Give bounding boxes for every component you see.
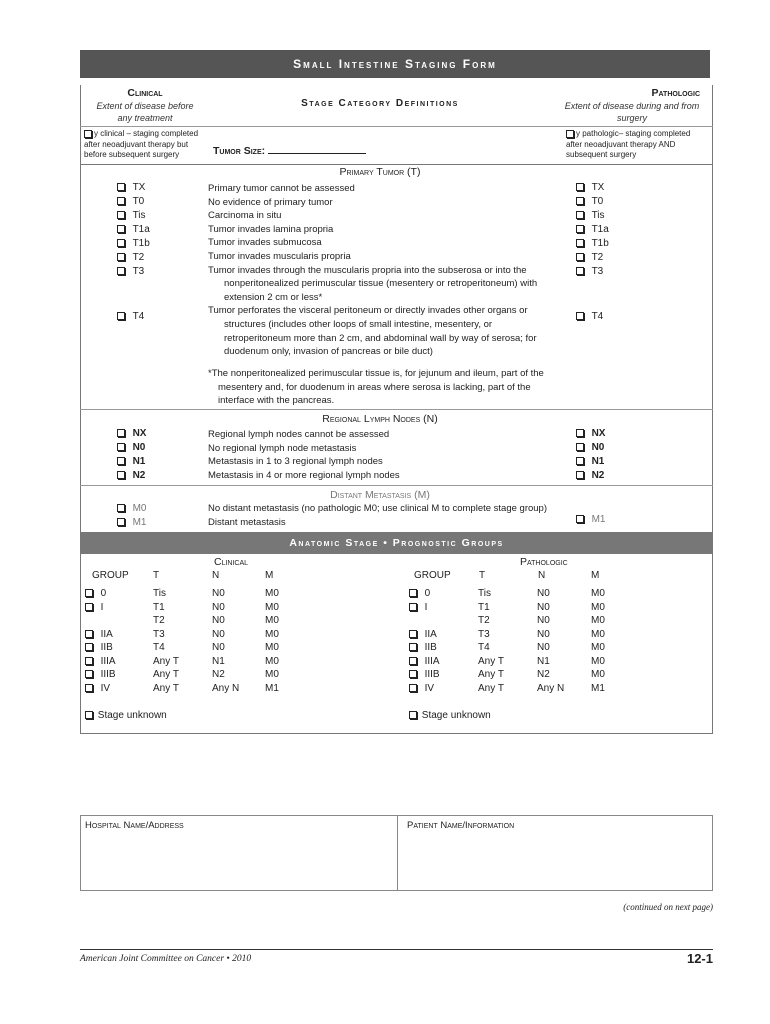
t-def: duodenum only, invasion of pancreas or bile duct) (224, 346, 433, 358)
checkbox-icon[interactable] (85, 630, 93, 638)
checkbox-icon[interactable] (117, 267, 125, 275)
continued-note: (continued on next page) (623, 902, 713, 912)
m-code: M1 (132, 517, 147, 528)
footnote-line: *The nonperitonealized perimuscular tissue is, for jejunum and ileum, part of the (208, 368, 544, 379)
checkbox-icon[interactable] (576, 471, 584, 479)
group-option[interactable] (409, 628, 440, 642)
checkbox-icon[interactable] (576, 225, 584, 233)
stage-unknown-label: Stage unknown (421, 710, 491, 721)
m-value: M0 (265, 628, 279, 640)
n-def: Regional lymph nodes cannot be assessed (208, 429, 390, 440)
checkbox-icon[interactable] (409, 711, 417, 719)
group-option[interactable] (85, 601, 116, 615)
col-n: N (538, 570, 546, 581)
t-def: nonperitonealized perimuscular tissue (mesentery or retroperitoneum) with (224, 278, 538, 290)
stage-groups-heading: Anatomic Stage • Prognostic Groups (80, 532, 713, 554)
pathologic-groups (409, 587, 440, 695)
footnote-line: interface with the pancreas. (218, 395, 335, 407)
pathologic-col-headers (414, 570, 614, 582)
m-value: M0 (265, 601, 279, 613)
group-option[interactable] (85, 641, 116, 655)
t-def: Tumor invades through the muscularis propria into the subserosa or into the (208, 264, 527, 276)
t-option[interactable] (117, 195, 150, 209)
t-footnote (208, 367, 544, 408)
t-value: T2 (478, 615, 490, 626)
n-code: N1 (132, 456, 146, 467)
t-def: retroperitoneum more than 2 cm, and abdominal wall by way of serosa; for (224, 332, 537, 344)
n-value: N0 (212, 601, 225, 613)
checkbox-icon[interactable] (117, 253, 125, 261)
checkbox-icon[interactable] (409, 589, 417, 597)
t-code: T3 (591, 266, 604, 277)
group-option[interactable] (409, 682, 440, 696)
clinical-subheader: Extent of disease before any treatment (96, 101, 194, 123)
n-option[interactable] (117, 427, 146, 441)
t-def: Tumor invades muscularis propria (208, 250, 351, 262)
checkbox-icon[interactable] (117, 197, 125, 205)
n-option[interactable] (117, 455, 146, 469)
n-value: N1 (212, 655, 225, 667)
section-divider (80, 485, 713, 486)
checkbox-icon[interactable] (576, 515, 584, 523)
n-value: N0 (537, 628, 550, 640)
n-value: N2 (537, 669, 550, 680)
group-value: 0 (100, 588, 107, 599)
checkbox-icon[interactable] (85, 589, 93, 597)
t-code: T4 (132, 311, 145, 322)
m-value: M0 (591, 655, 605, 667)
m-value: M0 (591, 615, 605, 626)
checkbox-icon[interactable] (576, 429, 584, 437)
n-value: N0 (212, 642, 225, 653)
n-value: N0 (537, 642, 550, 653)
n-code: NX (591, 428, 606, 439)
group-option[interactable] (409, 668, 440, 682)
clinical-n-values (212, 587, 239, 695)
t-option[interactable] (576, 195, 609, 209)
t-value: T1 (153, 601, 165, 613)
checkbox-icon[interactable] (117, 471, 125, 479)
group-option[interactable] (85, 628, 116, 642)
t-def: Tumor invades lamina propria (208, 223, 334, 235)
t-value: T3 (478, 628, 490, 640)
checkbox-icon[interactable] (117, 225, 125, 233)
t-code: T3 (132, 266, 145, 277)
n-value: N0 (537, 588, 550, 599)
clinical-header: Clinical (127, 87, 163, 99)
t-def: Tumor invades submucosa (208, 237, 322, 249)
t-value: T2 (153, 615, 165, 626)
checkbox-icon[interactable] (117, 457, 125, 465)
t-option[interactable] (576, 265, 609, 279)
t-code: TX (591, 182, 605, 193)
checkbox-icon[interactable] (409, 603, 417, 611)
group-option[interactable] (85, 587, 116, 601)
m-value: M0 (265, 655, 279, 667)
pathologic-t-values (478, 587, 504, 695)
stage-unknown-label: Stage unknown (97, 710, 167, 721)
t-option[interactable] (576, 251, 609, 265)
n-option[interactable] (576, 441, 605, 455)
tumor-size-label: Tumor Size: (213, 145, 266, 157)
clinical-t-values (153, 587, 179, 695)
t-def: Primary tumor cannot be assessed (208, 183, 355, 194)
checkbox-icon[interactable] (117, 183, 125, 191)
t-option[interactable] (117, 209, 150, 223)
t-value: T4 (478, 642, 490, 653)
footnote-line: mesentery and, for duodenum in areas where serosa is lacking, part of the (218, 381, 531, 393)
pathologic-stage-unknown[interactable] (409, 710, 491, 721)
checkbox-icon[interactable] (85, 643, 93, 651)
t-value: T3 (153, 628, 165, 640)
group-option-blank (85, 614, 116, 628)
t-value: Tis (153, 588, 166, 599)
pathologic-t-codes (576, 181, 609, 279)
t-value: Tis (478, 588, 491, 599)
checkbox-icon[interactable] (85, 603, 93, 611)
t-value: Any T (478, 655, 504, 667)
t-code: Tis (591, 210, 605, 221)
checkbox-icon[interactable] (117, 518, 125, 526)
pathologic-m-option[interactable] (576, 513, 605, 527)
t-option[interactable] (576, 237, 609, 251)
checkbox-icon[interactable] (85, 670, 93, 678)
stage-pathologic-label: Pathologic (520, 556, 568, 568)
t-code: T0 (132, 196, 145, 207)
form-title: Small Intestine Staging Form (80, 50, 710, 78)
t-value: T1 (478, 601, 490, 613)
t-code: TX (132, 182, 146, 193)
t-value: T4 (153, 642, 165, 653)
group-option[interactable] (85, 668, 116, 682)
t-code: T0 (591, 196, 604, 207)
m-value: M0 (591, 669, 605, 680)
center-header: Stage Category Definitions (301, 98, 459, 109)
t-code: T1b (591, 238, 609, 249)
t-option[interactable] (117, 237, 150, 251)
t-option[interactable] (117, 181, 150, 195)
checkbox-icon[interactable] (566, 130, 574, 138)
col-m: M (591, 570, 600, 581)
n-value: N1 (537, 655, 550, 667)
n-value: Any N (212, 682, 240, 694)
checkbox-icon[interactable] (576, 457, 584, 465)
m-def: Distant metastasis (208, 516, 286, 528)
checkbox-icon[interactable] (409, 684, 417, 692)
t-def: Tumor perforates the visceral peritoneum or directly invades other organs or (208, 305, 528, 317)
n-value: N2 (212, 669, 225, 680)
checkbox-icon[interactable] (84, 130, 92, 138)
group-option[interactable] (409, 601, 440, 615)
checkbox-icon[interactable] (409, 657, 417, 665)
col-t: T (153, 570, 160, 581)
checkbox-icon[interactable] (117, 443, 125, 451)
n-value: N0 (537, 615, 550, 626)
pathologic-subheader: Extent of disease during and from surgery (564, 101, 700, 123)
checkbox-icon[interactable] (117, 429, 125, 437)
checkbox-icon[interactable] (576, 197, 584, 205)
m-value: M0 (265, 669, 279, 680)
y-pathologic-text: y pathologic– staging completed after neoadjuvant therapy AND subsequent surgery (566, 129, 691, 159)
group-value: IIB (100, 642, 113, 653)
t-code: T2 (132, 252, 145, 263)
col-t: T (479, 570, 486, 581)
group-value: IIIA (424, 655, 440, 667)
group-value: IIA (424, 628, 437, 640)
checkbox-icon[interactable] (117, 239, 125, 247)
n-code: N0 (132, 442, 146, 453)
n-code: NX (132, 428, 147, 439)
t-code: T4 (591, 311, 604, 322)
n-value: N0 (212, 615, 225, 626)
t-option[interactable] (576, 209, 609, 223)
t-option[interactable] (576, 223, 609, 237)
group-value: 0 (424, 588, 431, 599)
t-option[interactable] (576, 181, 609, 195)
y-clinical-option[interactable] (84, 129, 200, 161)
t-value: Any T (478, 682, 504, 694)
distant-metastasis-heading: Distant Metastasis (M) (330, 489, 430, 501)
checkbox-icon[interactable] (409, 630, 417, 638)
n-code: N2 (591, 470, 605, 481)
m-value: M0 (591, 628, 605, 640)
checkbox-icon[interactable] (409, 670, 417, 678)
m-value: M1 (265, 682, 279, 694)
t-code: T1a (132, 224, 150, 235)
n-code: N2 (132, 470, 146, 481)
n-option[interactable] (117, 441, 146, 455)
group-option[interactable] (409, 587, 440, 601)
m-definitions (208, 502, 547, 529)
n-value: Any N (537, 682, 565, 694)
checkbox-icon[interactable] (117, 312, 125, 320)
checkbox-icon[interactable] (576, 183, 584, 191)
t-code: T1a (591, 224, 609, 235)
y-clinical-text: y clinical – staging completed after neoadjuvant therapy but before subsequent surgery (84, 129, 199, 159)
col-group: GROUP (92, 570, 129, 581)
stage-clinical-label: Clinical (214, 556, 249, 568)
pathologic-header: Pathologic (651, 87, 700, 99)
n-value: N0 (537, 601, 550, 613)
t-code: T2 (591, 252, 604, 263)
t-def: structures (includes other loops of small intestine, mesentery, or (224, 318, 493, 330)
n-code: N1 (591, 456, 605, 467)
n-code: N0 (591, 442, 605, 453)
checkbox-icon[interactable] (576, 239, 584, 247)
t-def: extension 2 cm or less* (224, 291, 323, 303)
group-value: IIIB (100, 669, 116, 680)
t-option[interactable] (117, 265, 150, 279)
n-option[interactable] (117, 469, 146, 483)
group-value: I (100, 601, 104, 613)
t-value: Any T (153, 682, 179, 694)
y-pathologic-option[interactable] (566, 129, 700, 161)
t-code: Tis (132, 210, 146, 221)
hospital-label: Hospital Name/Address (85, 820, 184, 831)
group-option[interactable] (85, 682, 116, 696)
t-code: T1b (132, 238, 150, 249)
checkbox-icon[interactable] (576, 312, 584, 320)
pathologic-t4-option[interactable] (576, 310, 603, 324)
patient-label: Patient Name/Information (407, 820, 515, 831)
clinical-t4-option[interactable] (117, 310, 144, 324)
t-def: Carcinoma in situ (208, 210, 282, 222)
t-def: No evidence of primary tumor (208, 196, 333, 208)
primary-tumor-heading: Primary Tumor (T) (339, 166, 421, 178)
checkbox-icon[interactable] (85, 657, 93, 665)
m-def: No distant metastasis (no pathologic M0; use clinical M to complete stage group) (208, 503, 547, 514)
m-value: M0 (265, 642, 279, 653)
group-option[interactable] (409, 641, 440, 655)
clinical-col-headers (92, 570, 292, 582)
checkbox-icon[interactable] (576, 443, 584, 451)
n-definitions (208, 428, 400, 482)
checkbox-icon[interactable] (85, 711, 93, 719)
m-option[interactable] (117, 516, 146, 530)
regional-nodes-heading: Regional Lymph Nodes (N) (322, 413, 438, 425)
m-value: M0 (591, 601, 605, 613)
m-option[interactable] (117, 502, 146, 516)
t-value: Any T (153, 655, 179, 667)
n-option[interactable] (576, 455, 605, 469)
t-definitions (208, 182, 537, 359)
group-value: IIB (424, 642, 437, 653)
n-def: Metastasis in 1 to 3 regional lymph nodes (208, 456, 383, 468)
m-value: M0 (265, 588, 279, 599)
checkbox-icon[interactable] (576, 253, 584, 261)
n-option[interactable] (576, 469, 605, 483)
n-def: No regional lymph node metastasis (208, 442, 357, 454)
group-value: IV (100, 682, 111, 694)
t-value: Any T (153, 669, 179, 680)
group-value: I (424, 601, 428, 613)
pathologic-n-codes (576, 427, 605, 483)
clinical-stage-unknown[interactable] (85, 710, 167, 721)
n-value: N0 (212, 628, 225, 640)
clinical-t-codes (117, 181, 150, 279)
page-number: 12-1 (686, 951, 713, 966)
pathologic-m-values (591, 587, 605, 695)
checkbox-icon[interactable] (85, 684, 93, 692)
checkbox-icon[interactable] (117, 504, 125, 512)
checkbox-icon[interactable] (409, 643, 417, 651)
t-option[interactable] (117, 251, 150, 265)
t-value: Any T (478, 669, 504, 680)
group-value: IV (424, 682, 435, 694)
tumor-size-field[interactable] (213, 143, 366, 157)
m-value: M0 (591, 588, 605, 599)
pathologic-n-values (537, 587, 564, 695)
n-option[interactable] (576, 427, 605, 441)
t-option[interactable] (117, 223, 150, 237)
footer-rule (80, 949, 713, 950)
n-value: N0 (212, 588, 225, 599)
tumor-size-input[interactable] (268, 143, 366, 154)
group-value: IIIB (424, 669, 440, 680)
section-divider (80, 409, 713, 410)
m-code: M0 (132, 503, 147, 514)
col-n: N (212, 570, 220, 581)
group-value: IIIA (100, 655, 116, 667)
m-value: M1 (591, 682, 605, 694)
checkbox-icon[interactable] (576, 267, 584, 275)
m-value: M0 (591, 642, 605, 653)
col-group: GROUP (414, 570, 451, 581)
col-m: M (265, 570, 274, 581)
group-option-blank (409, 614, 440, 628)
m-value: M0 (265, 615, 279, 626)
checkbox-icon[interactable] (117, 211, 125, 219)
m-code: M1 (591, 514, 606, 525)
group-option[interactable] (409, 655, 440, 669)
clinical-groups (85, 587, 116, 695)
clinical-m-values (265, 587, 279, 695)
footer-credit: American Joint Committee on Cancer • 2010 (80, 954, 252, 964)
checkbox-icon[interactable] (576, 211, 584, 219)
clinical-n-codes (117, 427, 146, 483)
group-option[interactable] (85, 655, 116, 669)
group-value: IIA (100, 628, 113, 640)
n-def: Metastasis in 4 or more regional lymph nodes (208, 469, 400, 481)
clinical-m-codes (117, 502, 146, 530)
header-divider (80, 126, 713, 127)
